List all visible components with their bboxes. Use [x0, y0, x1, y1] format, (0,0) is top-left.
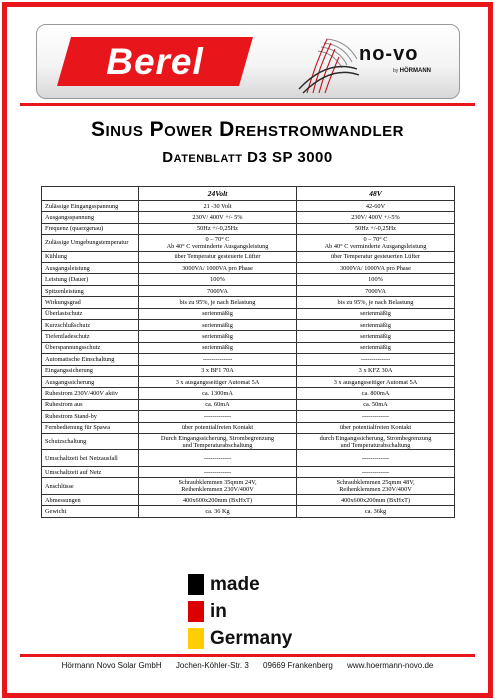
spec-header-24v: 24Volt: [139, 187, 297, 201]
spec-row-value-48v: 0 – 70° C Ab 40° C verminderte Ausgangsleistung: [297, 235, 455, 252]
spec-row-value-24v: -------------: [139, 411, 297, 422]
table-row: [42, 411, 455, 422]
table-row: [42, 376, 455, 387]
table-row: [42, 320, 455, 331]
spec-row-value-48v: -------------: [297, 466, 455, 477]
table-row: [42, 212, 455, 223]
spec-row-value-24v: ca. 36 Kg: [139, 506, 297, 517]
spec-row-label: Ausgangsspannung: [42, 212, 139, 223]
spec-row-label: Leistung (Dauer): [42, 274, 139, 285]
spec-row-value-48v: -------------: [297, 450, 455, 467]
table-row: [42, 308, 455, 319]
table-row: [42, 201, 455, 212]
footer-divider: [20, 654, 475, 657]
header-banner: [36, 24, 460, 99]
spec-row-label: Ruhestrom Stand-by: [42, 411, 139, 422]
spec-row-value-24v: serienmäßig: [139, 342, 297, 353]
spec-row-label: Gewicht: [42, 506, 139, 517]
spec-row-value-48v: 50Hz +/-0,25Hz: [297, 223, 455, 234]
spec-row-value-24v: 3 x ausgangsseitiger Automat 5A: [139, 376, 297, 387]
spec-row-value-48v: serienmäßig: [297, 320, 455, 331]
footer-city: 09669 Frankenberg: [263, 661, 333, 670]
spec-table-header-row: [42, 187, 455, 201]
spec-row-value-24v: bis zu 95%, je nach Belastung: [139, 297, 297, 308]
spec-row-value-24v: -------------: [139, 450, 297, 467]
spec-row-value-48v: 42-60V: [297, 201, 455, 212]
table-row: [42, 466, 455, 477]
spec-row-value-24v: ca. 60mA: [139, 399, 297, 410]
table-row: [42, 506, 455, 517]
table-row: [42, 399, 455, 410]
spec-row-value-24v: --------------: [139, 354, 297, 365]
spec-row-value-24v: 100%: [139, 274, 297, 285]
spec-row-value-48v: 7000VA: [297, 285, 455, 296]
spec-table: [41, 186, 455, 518]
table-row: [42, 285, 455, 296]
spec-row-value-24v: 50Hz +/-0,25Hz: [139, 223, 297, 234]
in-label: in: [210, 601, 227, 622]
spec-row-value-24v: 7000VA: [139, 285, 297, 296]
spec-row-value-24v: 21 -30 Volt: [139, 201, 297, 212]
footer-street: Jochen-Köhler-Str. 3: [175, 661, 249, 670]
spec-row-value-24v: über potentialfreien Kontakt: [139, 422, 297, 433]
spec-row-label: Ruhestrom 230V/400V aktiv: [42, 388, 139, 399]
spec-row-value-24v: serienmäßig: [139, 308, 297, 319]
table-row: [42, 251, 455, 262]
spec-row-label: Zulässige Umgebungstemperatur: [42, 235, 139, 252]
table-row: [42, 494, 455, 505]
table-row: [42, 263, 455, 274]
spec-row-value-48v: --------------: [297, 354, 455, 365]
spec-header-blank: [42, 187, 139, 201]
spec-row-label: Tiefentladeschutz: [42, 331, 139, 342]
spec-row-value-48v: serienmäßig: [297, 331, 455, 342]
spec-row-value-48v: ca. 36kg: [297, 506, 455, 517]
spec-row-label: Ruhestrom aus: [42, 399, 139, 410]
spec-row-label: Überlastschutz: [42, 308, 139, 319]
spec-row-value-48v: ca. 50mA: [297, 399, 455, 410]
spec-row-value-48v: durch Eingangssicherung, Strombegrenzung und Temperaturabschaltung: [297, 433, 455, 450]
germany-label: Germany: [210, 628, 293, 649]
made-in-germany-badge: [188, 574, 318, 650]
table-row: [42, 365, 455, 376]
table-row: [42, 422, 455, 433]
spec-row-value-48v: 230V/ 400V +/-5%: [297, 212, 455, 223]
spec-row-value-24v: über Temperatur gesteuerte Lüfter: [139, 251, 297, 262]
table-row: [42, 388, 455, 399]
flag-stripe-black: [188, 574, 204, 595]
novo-logo-text: no-vo: [359, 43, 419, 65]
spec-row-value-48v: über Temperatur gesteuerten Lüfter: [297, 251, 455, 262]
spec-row-label: Kurzschlußschutz: [42, 320, 139, 331]
spec-row-label: Eingangssicherung: [42, 365, 139, 376]
spec-row-value-24v: 3 x BF1 70A: [139, 365, 297, 376]
spec-row-value-24v: serienmäßig: [139, 331, 297, 342]
spec-row-value-48v: serienmäßig: [297, 342, 455, 353]
berel-logo-text: Berel: [106, 41, 204, 82]
spec-row-value-24v: 0 – 70° C Ab 40° C verminderte Ausgangsleistung: [139, 235, 297, 252]
table-row: [42, 478, 455, 495]
table-row: [42, 235, 455, 252]
spec-row-label: Fernbedienung für Spawa: [42, 422, 139, 433]
spec-row-value-24v: 3000VA/ 1000VA pro Phase: [139, 263, 297, 274]
spec-row-value-48v: 3 x ausgangsseitiger Automat 5A: [297, 376, 455, 387]
spec-row-label: Abmessungen: [42, 494, 139, 505]
spec-row-label: Kühlung: [42, 251, 139, 262]
spec-row-label: Automatische Einschaltung: [42, 354, 139, 365]
spec-row-label: Schutzschaltung: [42, 433, 139, 450]
spec-row-value-48v: 100%: [297, 274, 455, 285]
spec-row-value-24v: 230V/ 400V +/- 5%: [139, 212, 297, 223]
footer-company: Hörmann Novo Solar GmbH: [61, 661, 162, 670]
spec-row-value-48v: serienmäßig: [297, 308, 455, 319]
spec-row-value-48v: ca. 800mA: [297, 388, 455, 399]
spec-row-value-48v: -------------: [297, 411, 455, 422]
spec-row-value-48v: 400x600x200mm (BxHxT): [297, 494, 455, 505]
spec-row-label: Ausgangsleistung: [42, 263, 139, 274]
spec-row-value-48v: bis zu 95%, je nach Belastung: [297, 297, 455, 308]
spec-row-value-24v: serienmäßig: [139, 320, 297, 331]
table-row: [42, 331, 455, 342]
spec-row-label: Wirkungsgrad: [42, 297, 139, 308]
spec-row-label: Frequenz (quarzgenau): [42, 223, 139, 234]
spec-row-value-24v: -------------: [139, 466, 297, 477]
hoermann-brand: HÖRMANN: [399, 68, 432, 74]
spec-row-value-24v: ca. 1300mA: [139, 388, 297, 399]
footer: [20, 661, 475, 670]
spec-row-value-48v: 3000VA/ 1000VA pro Phase: [297, 263, 455, 274]
table-row: [42, 342, 455, 353]
spec-row-label: Spitzenleistung: [42, 285, 139, 296]
spec-row-value-48v: Schraubklemmen 25qmm 48V, Reihenklemmen 230V/400V: [297, 478, 455, 495]
page-title: Sinus Power Drehstromwandler: [90, 118, 404, 141]
header-divider: [20, 103, 475, 106]
spec-row-label: Ausgangssicherung: [42, 376, 139, 387]
table-row: [42, 274, 455, 285]
novo-sun-icon: [297, 29, 361, 95]
spec-row-label: Anschlüsse: [42, 478, 139, 495]
table-row: [42, 433, 455, 450]
made-label: made: [210, 574, 260, 595]
spec-row-value-24v: 400x600x200mm (BxHxT): [139, 494, 297, 505]
novo-byline: [393, 68, 431, 74]
table-row: [42, 223, 455, 234]
table-row: [42, 450, 455, 467]
spec-row-label: Umschaltzeit bei Netzausfall: [42, 450, 139, 467]
spec-header-48v: 48V: [297, 187, 455, 201]
berel-logo: [57, 37, 253, 86]
novo-by-label: by: [393, 68, 399, 74]
spec-row-value-48v: über potentialfreien Kontakt: [297, 422, 455, 433]
spec-row-label: Überspannungsschutz: [42, 342, 139, 353]
spec-row-label: Umschaltzeit auf Netz: [42, 466, 139, 477]
footer-website-link[interactable]: www.hoermann-novo.de: [347, 661, 434, 670]
spec-row-value-24v: Durch Eingangssicherung, Strombegrenzung und Temperaturabschaltung: [139, 433, 297, 450]
spec-table-body: [42, 201, 455, 518]
flag-stripe-gold: [188, 628, 204, 649]
page-subtitle: Datenblatt D3 SP 3000: [162, 149, 333, 166]
table-row: [42, 297, 455, 308]
flag-stripe-red: [188, 601, 204, 622]
spec-row-label: Zulässige Eingangsspannung: [42, 201, 139, 212]
spec-row-value-48v: 3 x KFZ 30A: [297, 365, 455, 376]
spec-row-value-24v: Schraubklemmen 35qmm 24V, Reihenklemmen 230V/400V: [139, 478, 297, 495]
table-row: [42, 354, 455, 365]
